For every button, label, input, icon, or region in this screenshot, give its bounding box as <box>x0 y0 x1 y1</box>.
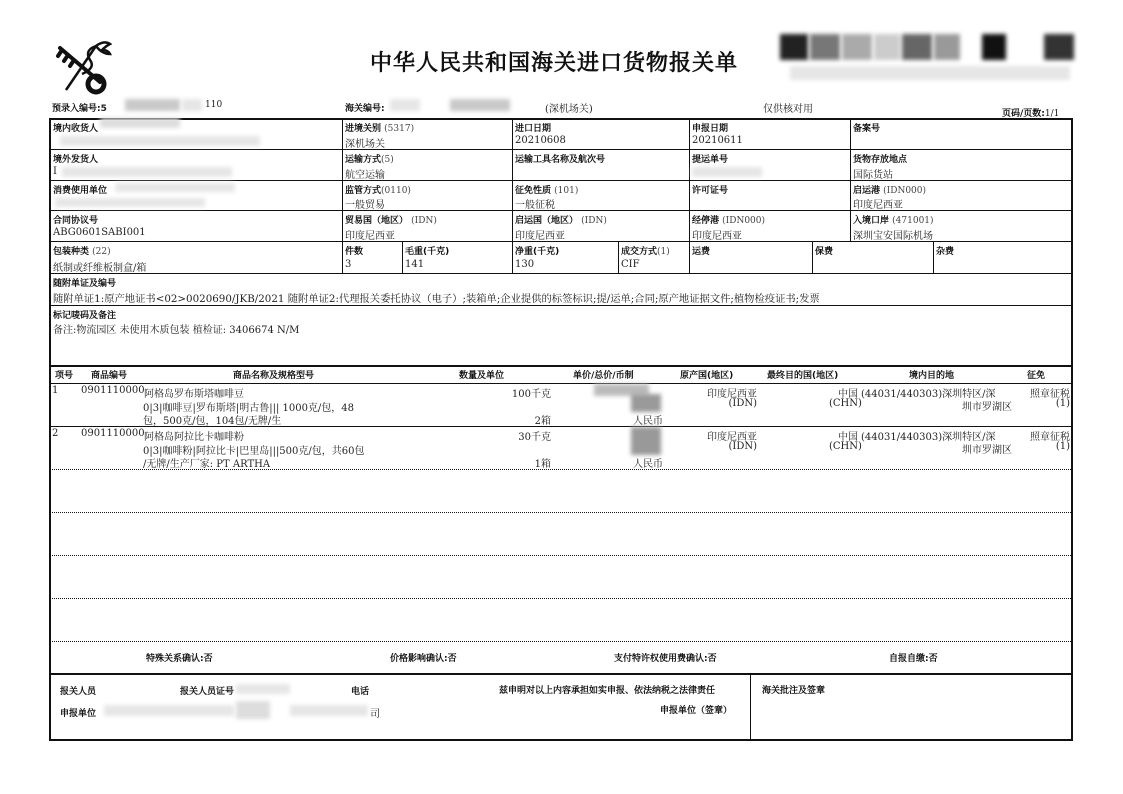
storage-place-value: 国际货站 <box>853 170 893 181</box>
pieces-label: 件数 <box>345 247 364 257</box>
domestic-dest-line2: 圳市罗湖区 <box>962 402 1012 413</box>
dest-country: 中国 <box>838 432 858 443</box>
quantity-primary: 100千克 <box>511 389 551 400</box>
declaring-unit-tail: 司 <box>370 709 380 720</box>
royalty-confirm: 支付特许权使用费确认:否 <box>614 654 717 664</box>
item-no: 2 <box>52 428 59 439</box>
license-no-label: 许可证号 <box>692 186 729 196</box>
origin-country-code: (IDN) <box>728 441 757 452</box>
goods-spec-line1: 0|3|咖啡豆|罗布斯塔|明古鲁||| 1000克/包，48 <box>143 403 355 414</box>
customs-endorsement-label: 海关批注及签章 <box>762 686 826 696</box>
net-weight-label: 净重(千克) <box>515 247 560 257</box>
quantity-secondary: 2箱 <box>534 416 551 427</box>
pre-entry-value-end: 110 <box>205 100 223 110</box>
declarant-cert-label: 报关人员证号 <box>180 687 235 697</box>
declare-date-label: 申报日期 <box>692 124 729 134</box>
phone-label: 电话 <box>351 687 370 697</box>
transit-port-label: 经停港 (IDN000) <box>692 216 766 226</box>
pre-entry-label: 预录入编号: <box>52 104 101 114</box>
special-relation-confirm: 特殊关系确认:否 <box>146 654 213 664</box>
goods-header-price: 单价/总价/币制 <box>573 371 634 381</box>
marks-remarks-label: 标记唛码及备注 <box>53 311 117 321</box>
levy-mode-code: (1) <box>1055 441 1070 452</box>
levy-mode-code: (1) <box>1055 398 1070 409</box>
goods-header-origin: 原产国(地区) <box>680 371 734 381</box>
levy-mode: 照章征税 <box>1030 432 1070 443</box>
transit-port-value: 印度尼西亚 <box>692 231 742 242</box>
insurance-label: 保费 <box>815 247 834 257</box>
goods-header-levy: 征免 <box>1027 371 1046 381</box>
consignee-label: 境内收货人 <box>53 124 99 134</box>
domestic-dest-line1: (44031/440303)深圳特区/深 <box>861 389 996 400</box>
overseas-shipper-label: 境外发货人 <box>53 155 99 165</box>
declarant-label: 报关人员 <box>60 687 97 697</box>
transaction-mode-value: CIF <box>621 259 640 270</box>
quantity-secondary: 1箱 <box>534 459 551 470</box>
transport-name-label: 运输工具名称及航次号 <box>515 155 606 165</box>
customs-office: (深机场关) <box>545 104 593 115</box>
declaring-unit-label: 申报单位 <box>60 709 97 719</box>
departure-country-value: 印度尼西亚 <box>515 231 565 242</box>
goods-spec-line2: 包，500克/包，104包/无牌/生 <box>143 416 282 427</box>
origin-country: 印度尼西亚 <box>707 389 757 400</box>
origin-country: 印度尼西亚 <box>707 432 757 443</box>
import-date-value: 20210608 <box>515 135 566 146</box>
transport-mode-value: 航空运输 <box>345 170 385 181</box>
levy-nature-value: 一般征税 <box>515 200 555 211</box>
customs-number-label: 海关编号: <box>345 104 385 114</box>
dest-country-code: (CHN) <box>829 441 862 452</box>
goods-row <box>49 384 1073 426</box>
goods-name: 阿格岛罗布斯塔咖啡豆 <box>144 389 244 400</box>
dest-country-code: (CHN) <box>829 398 862 409</box>
declaring-unit-seal: 申报单位（签章） <box>660 706 733 716</box>
goods-spec-line2: /无牌/生产厂家: PT ARTHA <box>143 459 271 470</box>
page-value: 1/1 <box>1044 109 1060 119</box>
trade-country-value: 印度尼西亚 <box>345 231 395 242</box>
customs-emblem-icon <box>52 38 112 96</box>
departure-port-value: 印度尼西亚 <box>853 200 903 211</box>
package-type-label: 包装种类 (22) <box>53 247 111 257</box>
pieces-value: 3 <box>345 259 352 270</box>
marks-remarks-value: 备注:物流园区 未使用木质包装 植检证: 3406674 N/M <box>53 325 300 336</box>
dest-country: 中国 <box>838 389 858 400</box>
goods-header-item-no: 项号 <box>55 371 74 381</box>
goods-header-dest-country: 最终目的国(地区) <box>767 371 839 381</box>
currency: 人民币 <box>633 416 663 427</box>
import-date-label: 进口日期 <box>515 124 552 134</box>
entry-port-label: 入境口岸 (471001) <box>853 216 934 226</box>
bill-no-label: 提运单号 <box>692 155 729 165</box>
goods-header-name: 商品名称及规格型号 <box>233 371 315 381</box>
levy-mode: 照章征税 <box>1030 389 1070 400</box>
attached-docs-label: 随附单证及编号 <box>53 279 117 289</box>
record-no-label: 备案号 <box>853 124 881 134</box>
levy-nature-label: 征免性质 (101) <box>515 186 579 196</box>
gross-weight-value: 141 <box>405 259 425 270</box>
quantity-primary: 30千克 <box>518 432 551 443</box>
pre-entry-value-start: 5 <box>100 104 107 114</box>
self-report-confirm: 自报自缴:否 <box>889 654 938 664</box>
goods-header-quantity: 数量及单位 <box>459 371 505 381</box>
declare-date-value: 20210611 <box>692 135 743 146</box>
origin-country-code: (IDN) <box>728 398 757 409</box>
goods-row <box>49 427 1073 469</box>
freight-label: 运费 <box>692 247 711 257</box>
domestic-dest-line1: (44031/440303)深圳特区/深 <box>861 432 996 443</box>
storage-place-label: 货物存放地点 <box>853 155 908 165</box>
departure-country-label: 启运国（地区） (IDN) <box>515 216 607 226</box>
contract-no-label: 合同协议号 <box>53 216 99 226</box>
goods-header-domestic-dest: 境内目的地 <box>909 371 955 381</box>
item-no: 1 <box>52 385 59 396</box>
pre-entry-number <box>52 101 107 114</box>
attached-docs-value: 随附单证1:原产地证书<02>0020690/JKB/2021 随附单证2:代理报关委托协议（电子）;装箱单;企业提供的标签标识;提/运单;合同;原产地证据文件;植物检疫证书;发票 <box>53 293 820 305</box>
entry-customs-label: 进境关别 (5317) <box>345 124 415 134</box>
consumer-unit-label: 消费使用单位 <box>53 186 108 196</box>
domestic-dest-line2: 圳市罗湖区 <box>962 445 1012 456</box>
entry-customs-value: 深机场关 <box>345 139 385 150</box>
departure-port-label: 启运港 (IDN000) <box>853 186 927 196</box>
goods-header-hs-code: 商品编号 <box>91 371 128 381</box>
overseas-shipper-value: I <box>53 166 57 177</box>
hs-code: 0901110000 <box>81 428 145 439</box>
trade-country-label: 贸易国（地区） (IDN) <box>345 216 437 226</box>
misc-fee-label: 杂费 <box>936 247 955 257</box>
goods-spec-line1: 0|3|咖啡粉|阿拉比卡|巴里岛|||500克/包，共60包 <box>143 446 365 457</box>
goods-name: 阿格岛阿拉比卡咖啡粉 <box>144 432 244 443</box>
verify-note: 仅供核对用 <box>763 104 813 115</box>
entry-port-value: 深圳宝安国际机场 <box>853 231 933 242</box>
legal-statement: 兹申明对以上内容承担如实申报、依法纳税之法律责任 <box>499 686 716 696</box>
contract-no-value: ABG0601SABI001 <box>53 227 146 238</box>
transport-mode-label: 运输方式(5) <box>345 155 394 165</box>
currency: 人民币 <box>633 459 663 470</box>
supervision-mode-label: 监管方式(0110) <box>345 186 411 196</box>
transaction-mode-label: 成交方式(1) <box>621 247 670 257</box>
hs-code: 0901110000 <box>81 385 145 396</box>
supervision-mode-value: 一般贸易 <box>345 200 385 211</box>
package-type-value: 纸制或纤维板制盒/箱 <box>53 263 147 274</box>
page-title: 中华人民共和国海关进口货物报关单 <box>370 51 739 76</box>
gross-weight-label: 毛重(千克) <box>405 247 450 257</box>
price-influence-confirm: 价格影响确认:否 <box>390 654 457 664</box>
net-weight-value: 130 <box>515 259 535 270</box>
page-label: 页码/页数: <box>1002 109 1045 119</box>
barcode-redacted <box>760 34 1090 62</box>
